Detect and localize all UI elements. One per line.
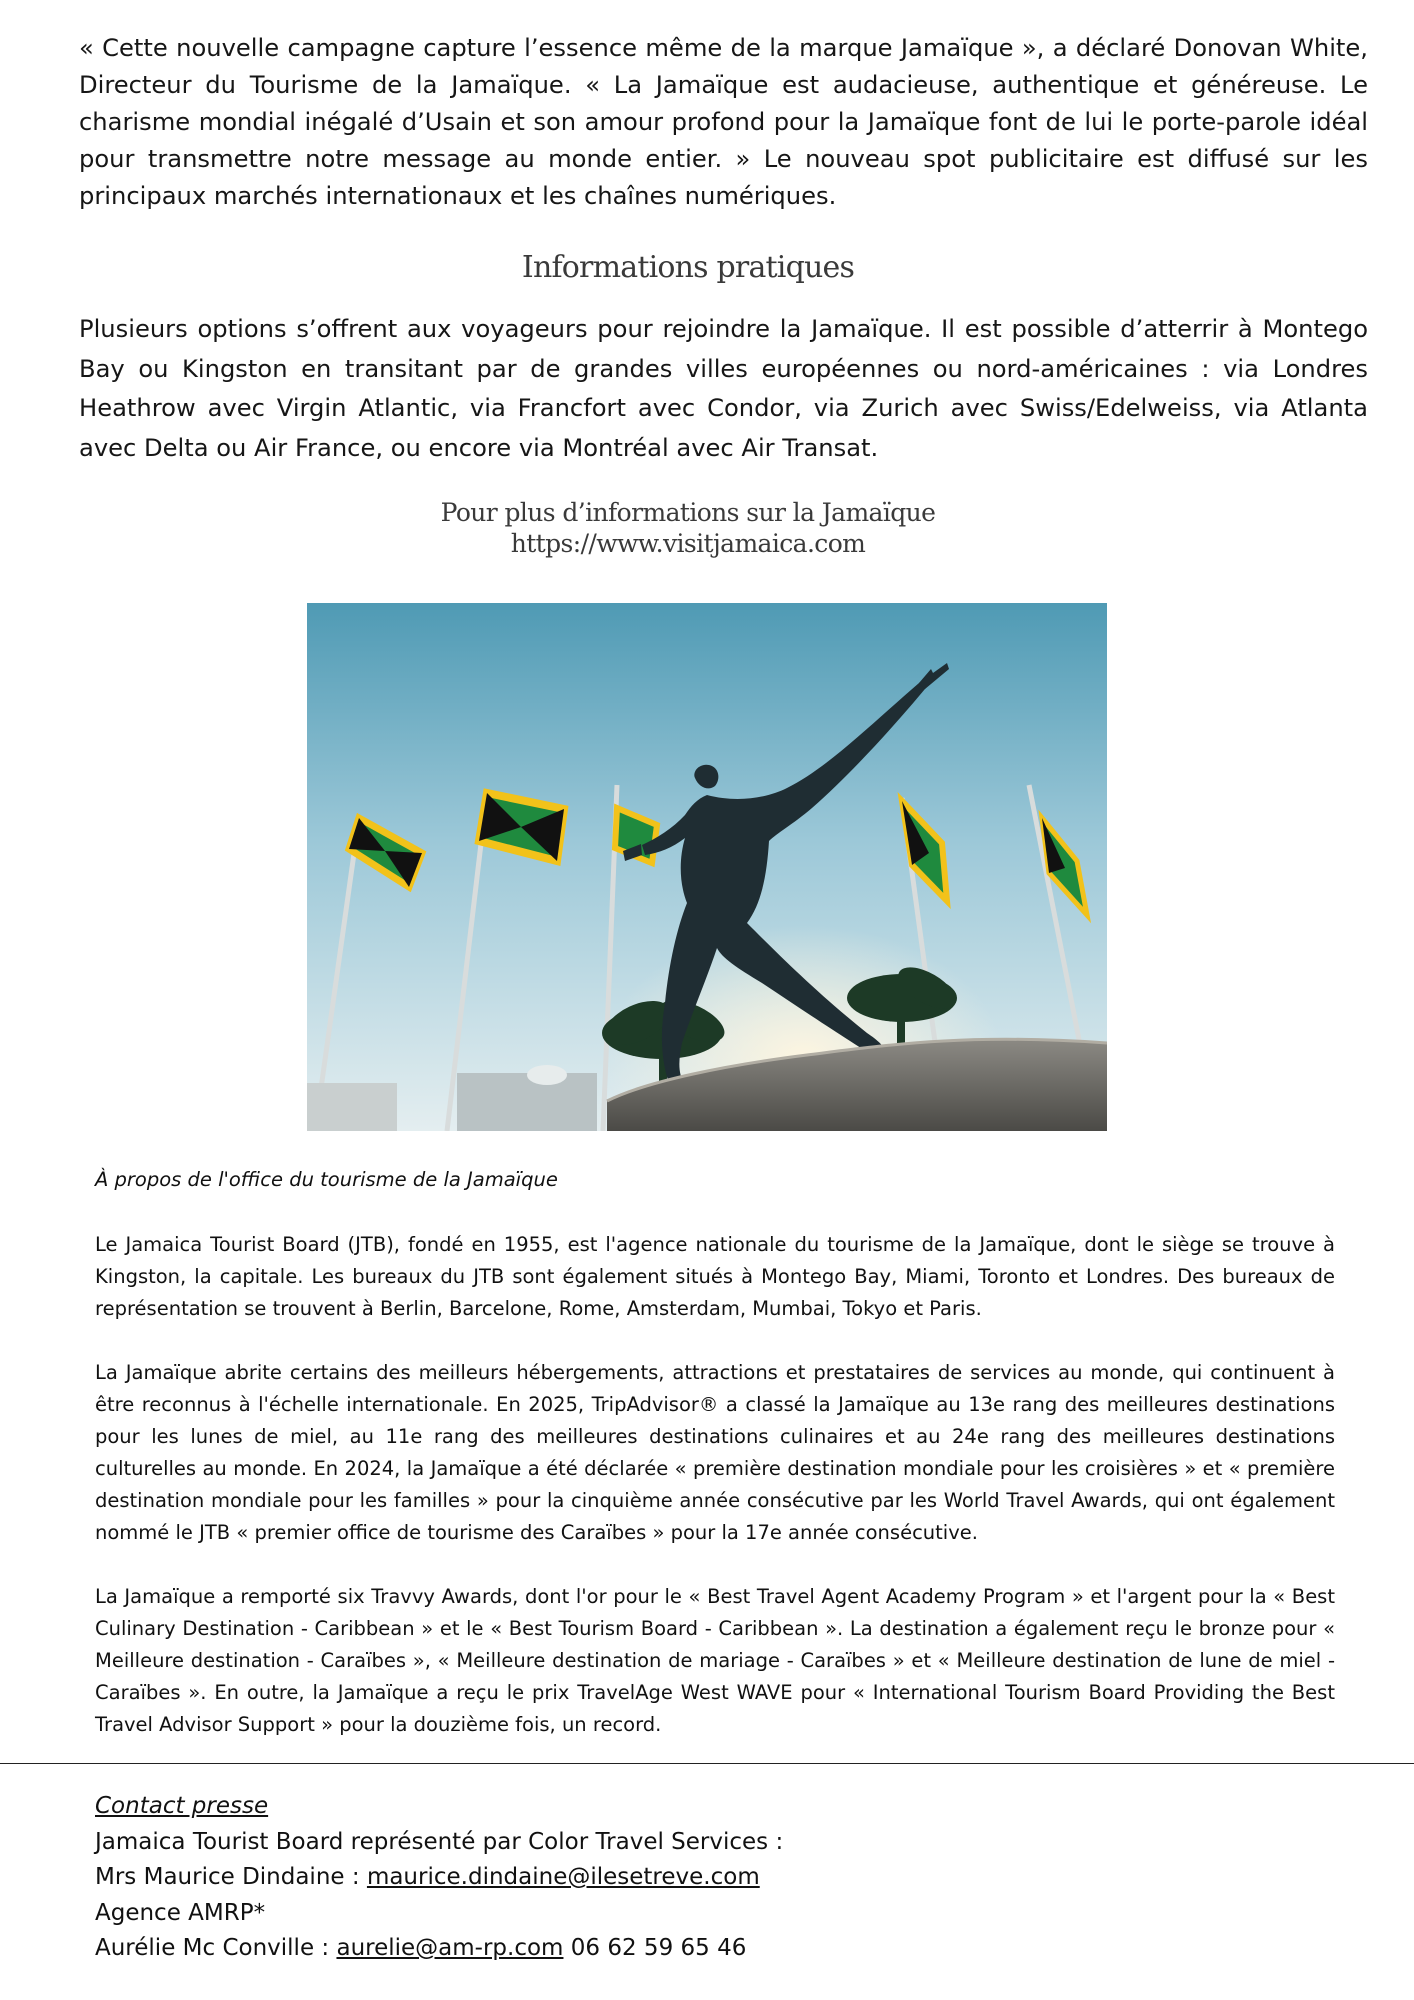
contact-line-aurelie: [95, 1931, 1095, 1967]
contact-aurelie-label: Aurélie Mc Conville :: [95, 1935, 337, 1961]
contact-maurice-label: Mrs Maurice Dindaine :: [95, 1864, 367, 1890]
intro-paragraph: « Cette nouvelle campagne capture l’essence même de la marque Jamaïque », a déclaré Donovan White, Directeur du Tourisme de la Jamaïque. « La Jamaïque est audacieuse, authentique et généreuse. Le charisme mondial inégalé d’Usain et son amour profond pour la Jamaïque font de lui le porte-parole idéal pour transmettre notre message au monde entier. » Le nouveau spot publicitaire est diffusé sur les principaux marchés internationaux et les chaînes numériques.: [79, 34, 1368, 210]
practical-info-paragraph: Plusieurs options s’offrent aux voyageurs pour rejoindre la Jamaïque. Il est possible d’atterrir à Montego Bay ou Kingston en transitant par de grandes villes européennes ou nord-américaines : via Londres Heathrow avec Virgin Atlantic, via Francfort avec Condor, via Zurich avec Swiss/Edelweiss, via Atlanta avec Delta ou Air France, ou encore via Montréal avec Air Transat.: [79, 315, 1368, 462]
contact-line-agency: Agence AMRP*: [95, 1899, 266, 1926]
about-heading: À propos de l'office du tourisme de la Jamaïque: [95, 1168, 558, 1191]
contact-line-maurice: [95, 1860, 1095, 1896]
about-paragraph-2: La Jamaïque abrite certains des meilleurs hébergements, attractions et prestataires de services au monde, qui continuent à être reconnus à l'échelle internationale. En 2025, TripAdvisor® a classé la Jamaïque au 13e rang des meilleures destinations pour les lunes de miel, au 11e rang des meilleures destinations culinaires et au 24e rang des meilleures destinations culturelles au monde. En 2024, la Jamaïque a été déclarée « première destination mondiale pour les croisières » et « première destination mondiale pour les familles » pour la cinquième année consécutive par les World Travel Awards, qui ont également nommé le JTB « premier office de tourisme des Caraïbes » pour la 17e année consécutive.: [95, 1361, 1335, 1544]
more-info-block: [0, 497, 1376, 559]
press-contact-block: [95, 1789, 1095, 1967]
maurice-email-link[interactable]: maurice.dindaine@ilesetreve.com: [366, 1864, 760, 1890]
about-paragraph-1: Le Jamaica Tourist Board (JTB), fondé en 1955, est l'agence nationale du tourisme de la Jamaïque, dont le siège se trouve à Kingston, la capitale. Les bureaux du JTB sont également situés à Montego Bay, Miami, Toronto et Londres. Des bureaux de représentation se trouvent à Berlin, Barcelone, Rome, Amsterdam, Mumbai, Tokyo et Paris.: [95, 1233, 1335, 1320]
aurelie-email-link[interactable]: aurelie@am-rp.com: [336, 1935, 564, 1961]
more-info-label: Pour plus d’informations sur la Jamaïque: [440, 498, 936, 527]
contact-heading: Contact presse: [95, 1793, 269, 1819]
usain-bolt-statue-photo: [307, 603, 1107, 1131]
section-title-practical-info: Informations pratiques: [521, 250, 855, 285]
contact-line-jtb: Jamaica Tourist Board représenté par Color Travel Services :: [95, 1828, 784, 1855]
divider: [0, 1763, 1414, 1764]
visit-jamaica-link[interactable]: https://www.visitjamaica.com: [510, 529, 866, 558]
about-paragraph-3: La Jamaïque a remporté six Travvy Awards, dont l'or pour le « Best Travel Agent Academy Program » et l'argent pour la « Best Culinary Destination - Caribbean » et le « Best Tourism Board - Caribbean ». La destination a également reçu le bronze pour « Meilleure destination - Caraïbes », « Meilleure destination de mariage - Caraïbes » et « Meilleure destination de lune de miel - Caraïbes ». En outre, la Jamaïque a reçu le prix TravelAge West WAVE pour « International Tourism Board Providing the Best Travel Advisor Support » pour la douzième fois, un record.: [95, 1585, 1335, 1736]
aurelie-phone: 06 62 59 65 46: [563, 1935, 747, 1961]
